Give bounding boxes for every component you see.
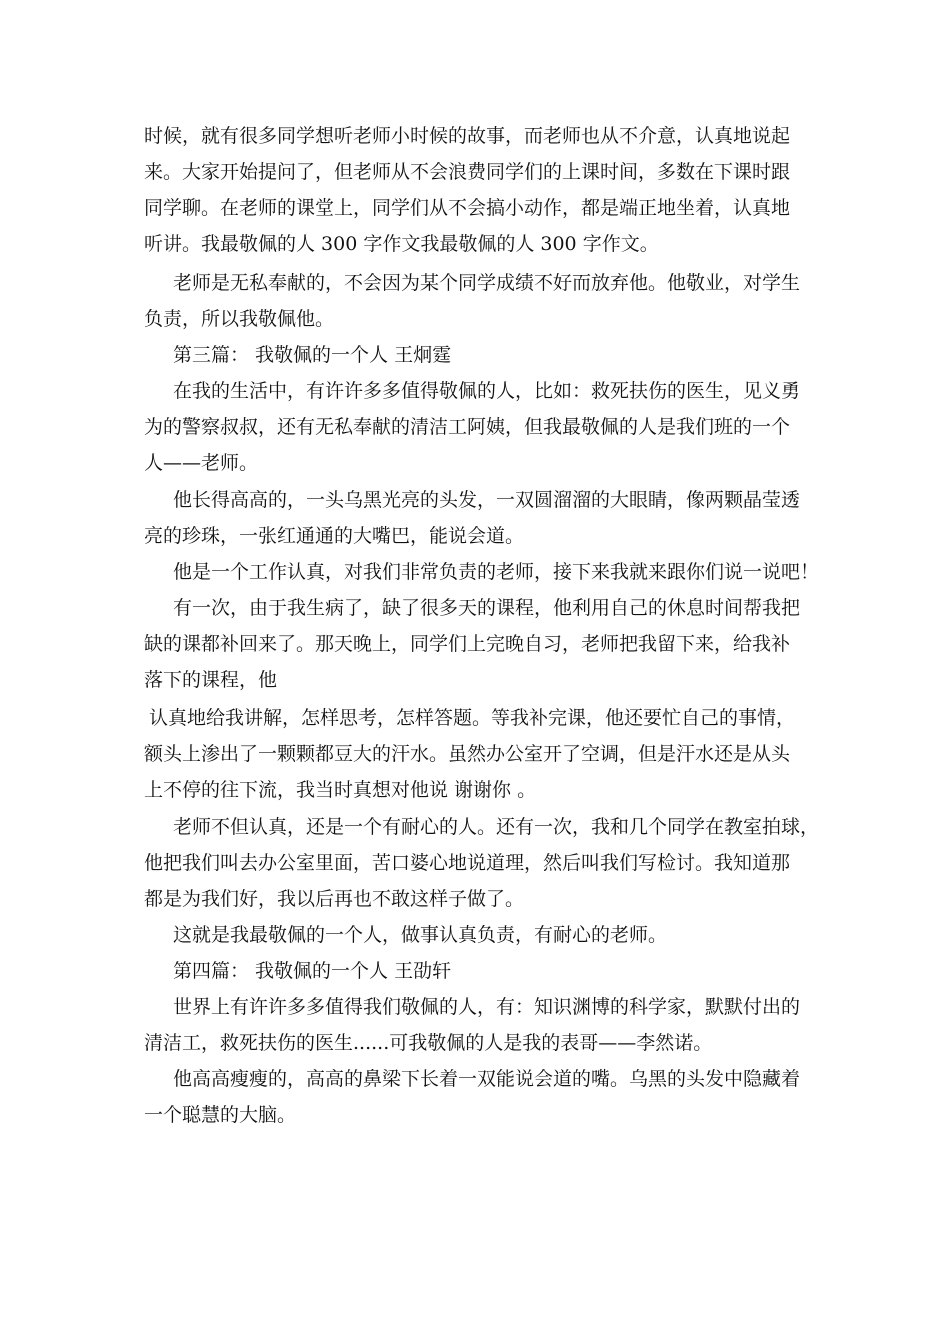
paragraph-line: 在我的生活中，有许许多多值得敬佩的人，比如：救死扶伤的医生，见义勇 xyxy=(173,380,801,402)
paragraph-line: 老师是无私奉献的，不会因为某个同学成绩不好而放弃他。他敬业，对学生 xyxy=(173,272,801,294)
paragraph-line: 上不停的往下流，我当时真想对他说 谢谢你 。 xyxy=(144,779,537,801)
paragraph-line: 来。大家开始提问了，但老师从不会浪费同学们的上课时间，多数在下课时跟 xyxy=(144,161,791,183)
paragraph-line: 世界上有许许多多值得我们敬佩的人，有：知识渊博的科学家，默默付出的 xyxy=(173,996,801,1018)
paragraph-line: 老师不但认真，还是一个有耐心的人。还有一次，我和几个同学在教室拍球， xyxy=(173,816,820,838)
paragraph-line: 这就是我最敬佩的一个人，做事认真负责，有耐心的老师。 xyxy=(173,924,668,946)
paragraph-line: 听讲。我最敬佩的人 300 字作文我最敬佩的人 300 字作文。 xyxy=(144,233,659,255)
paragraph-line: 负责，所以我敬佩他。 xyxy=(144,308,335,330)
section-heading: 第四篇： 我敬佩的一个人 王劭轩 xyxy=(173,960,452,982)
paragraph-line: 他高高瘦瘦的，高高的鼻梁下长着一双能说会道的嘴。乌黑的头发中隐藏着 xyxy=(173,1068,801,1090)
paragraph-line: 他是一个工作认真，对我们非常负责的老师，接下来我就来跟你们说一说吧！ xyxy=(173,561,820,583)
paragraph-line: 缺的课都补回来了。那天晚上，同学们上完晚自习，老师把我留下来，给我补 xyxy=(144,633,791,655)
section-heading: 第三篇： 我敬佩的一个人 王炯霆 xyxy=(173,344,452,366)
paragraph-line: 他把我们叫去办公室里面，苦口婆心地说道理，然后叫我们写检讨。我知道那 xyxy=(144,852,791,874)
paragraph-line: 人——老师。 xyxy=(144,452,259,474)
paragraph-line: 他长得高高的，一头乌黑光亮的头发，一双圆溜溜的大眼睛，像两颗晶莹透 xyxy=(173,489,801,511)
paragraph-line: 额头上渗出了一颗颗都豆大的汗水。虽然办公室开了空调，但是汗水还是从头 xyxy=(144,743,791,765)
paragraph-line: 亮的珍珠，一张红通通的大嘴巴，能说会道。 xyxy=(144,525,525,547)
paragraph-line: 时候，就有很多同学想听老师小时候的故事，而老师也从不介意，认真地说起 xyxy=(144,125,791,147)
paragraph-line: 清洁工，救死扶伤的医生......可我敬佩的人是我的表哥——李然诺。 xyxy=(144,1032,713,1054)
paragraph-line: 有一次，由于我生病了，缺了很多天的课程，他利用自己的休息时间帮我把 xyxy=(173,597,801,619)
paragraph-line: 一个聪慧的大脑。 xyxy=(144,1104,297,1126)
paragraph-line: 都是为我们好，我以后再也不敢这样子做了。 xyxy=(144,888,525,910)
paragraph-line: 认真地给我讲解，怎样思考，怎样答题。等我补完课，他还要忙自己的事情， xyxy=(149,707,796,729)
paragraph-line: 落下的课程，他 xyxy=(144,669,278,691)
paragraph-line: 为的警察叔叔，还有无私奉献的清洁工阿姨，但我最敬佩的人是我们班的一个 xyxy=(144,416,791,438)
paragraph-line: 同学聊。在老师的课堂上，同学们从不会搞小动作，都是端正地坐着，认真地 xyxy=(144,197,791,219)
